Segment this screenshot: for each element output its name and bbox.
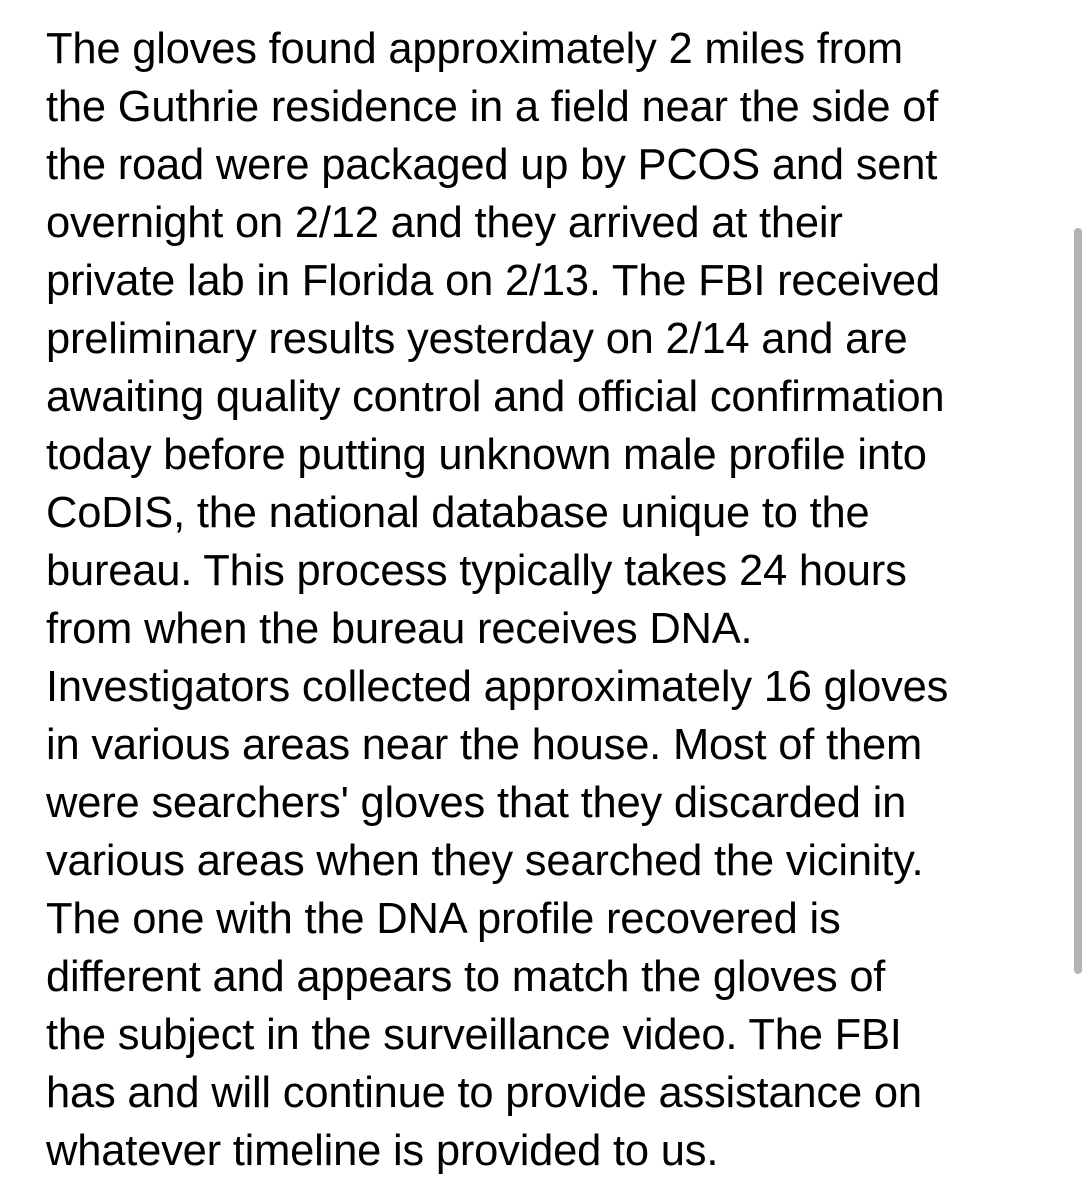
vertical-scrollbar[interactable] bbox=[1070, 0, 1088, 1200]
text-line: private lab in Florida on 2/13. The FBI received bbox=[46, 257, 940, 305]
text-line: CoDIS, the national database unique to the bbox=[46, 489, 870, 537]
text-line: in various areas near the house. Most of them bbox=[46, 721, 922, 769]
text-line: The gloves found approximately 2 miles from bbox=[46, 25, 903, 73]
text-line: overnight on 2/12 and they arrived at their bbox=[46, 199, 843, 247]
text-line: the road were packaged up by PCOS and sent bbox=[46, 141, 938, 189]
text-line: from when the bureau receives DNA. bbox=[46, 605, 753, 653]
text-line: preliminary results yesterday on 2/14 and are bbox=[46, 315, 908, 363]
text-line: the Guthrie residence in a field near the side of bbox=[46, 83, 939, 131]
text-line: awaiting quality control and official confirmation bbox=[46, 373, 945, 421]
text-line: has and will continue to provide assistance on bbox=[46, 1069, 922, 1117]
text-line: bureau. This process typically takes 24 hours bbox=[46, 547, 907, 595]
text-line: the subject in the surveillance video. The FBI bbox=[46, 1011, 902, 1059]
text-line: various areas when they searched the vicinity. bbox=[46, 837, 924, 885]
text-line: The one with the DNA profile recovered is bbox=[46, 895, 841, 943]
text-line: Investigators collected approximately 16 gloves bbox=[46, 663, 949, 711]
text-line: were searchers' gloves that they discarded in bbox=[46, 779, 907, 827]
text-line: whatever timeline is provided to us. bbox=[46, 1127, 719, 1175]
scrollbar-thumb[interactable] bbox=[1074, 228, 1082, 974]
statement-text bbox=[46, 20, 1046, 1180]
text-line: different and appears to match the gloves of bbox=[46, 953, 886, 1001]
text-line: today before putting unknown male profile into bbox=[46, 431, 927, 479]
